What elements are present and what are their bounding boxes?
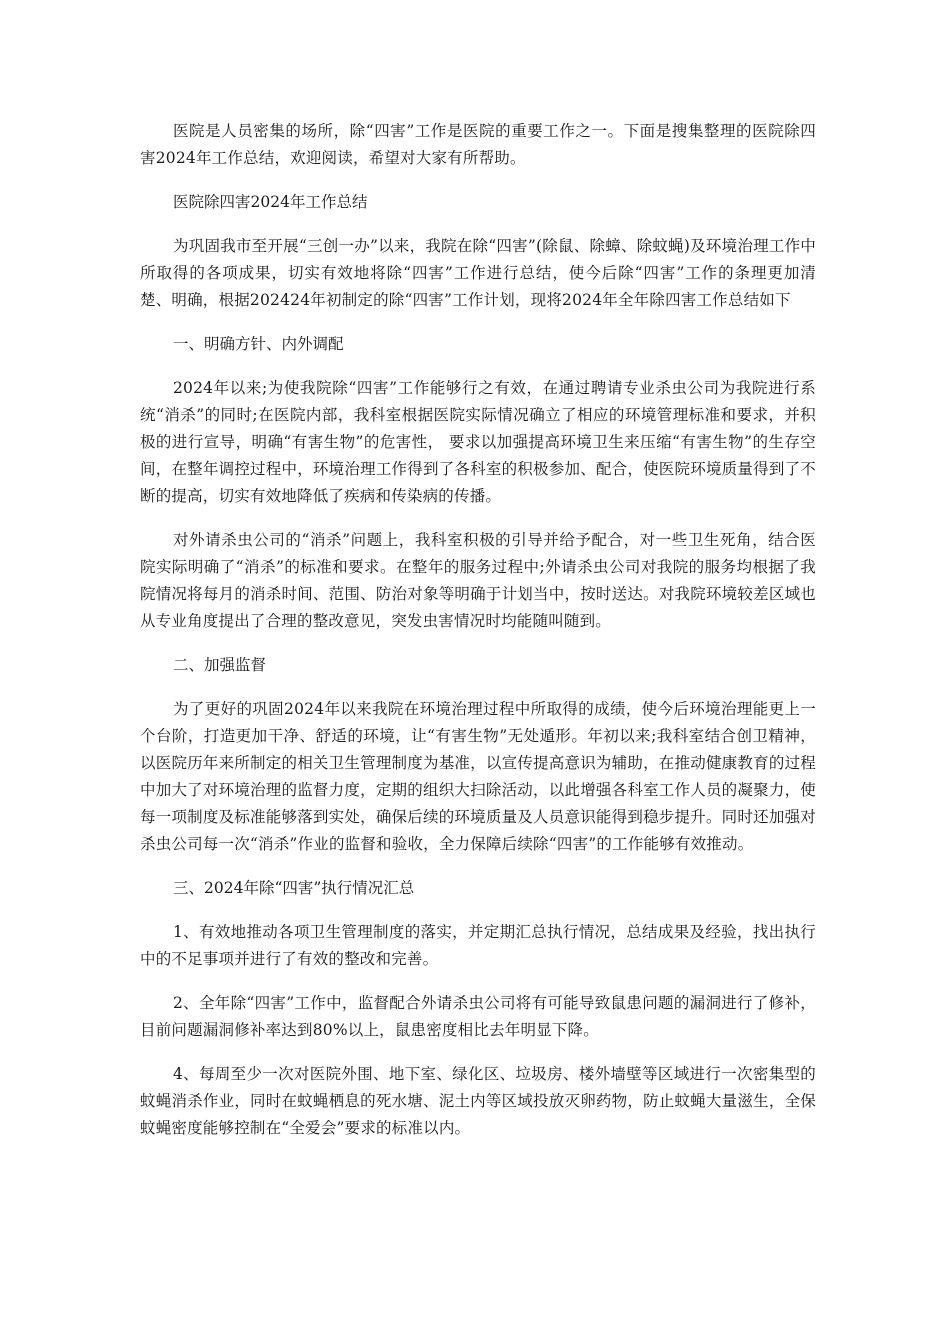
document-page	[140, 118, 816, 1159]
intro-paragraph: 医院是人员密集的场所，除“四害”工作是医院的重要工作之一。下面是搜集整理的医院除四害2024年工作总结，欢迎阅读，希望对大家有所帮助。	[140, 122, 816, 167]
section-1-paragraph-1: 2024年以来;为使我院除“四害”工作能够行之有效，在通过聘请专业杀虫公司为我院进行系统“消杀”的同时;在医院内部，我科室根据医院实际情况确立了相应的环境管理标准和要求，并积极的进行宣导，明确“有害生物”的危害性， 要求以加强提高环境卫生来压缩“有害生物”的生存空间，在整年调控过程中，环境治理工作得到了各科室的积极参加、配合，使医院环境质量得到了不断的提高，切实有效地降低了疾病和传染病的传播。	[140, 379, 816, 505]
section-1-paragraph-2: 对外请杀虫公司的“消杀”问题上，我科室积极的引导并给予配合，对一些卫生死角，结合医院实际明确了“消杀”的标准和要求。在整年的服务过程中;外请杀虫公司对我院的服务均根据了我院情况将每月的消杀时间、范围、防治对象等明确于计划当中，按时送达。对我院环境较差区域也从专业角度提出了合理的整改意见，突发虫害情况时均能随叫随到。	[140, 531, 816, 630]
section-1-heading: 一、明确方针、内外调配	[173, 335, 344, 353]
section-2-heading: 二、加强监督	[173, 656, 267, 674]
summary-item-1: 1、有效地推动各项卫生管理制度的落实，并定期汇总执行情况，总结成果及经验，找出执行中的不足事项并进行了有效的整改和完善。	[140, 923, 816, 968]
section-2-paragraph-1: 为了更好的巩固2024年以来我院在环境治理过程中所取得的成绩，使今后环境治理能更上一个台阶，打造更加干净、舒适的环境，让“有害生物”无处遁形。年初以来;我科室结合创卫精神，以医院历年来所制定的相关卫生管理制度为基准，以宣传提高意识为辅助，在推动健康教育的过程中加大了对环境治理的监督力度，定期的组织大扫除活动，以此增强各科室工作人员的凝聚力，使每一项制度及标准能够落到实处，确保后续的环境质量及人员意识能得到稳步提升。同时还加强对杀虫公司每一次“消杀”作业的监督和验收，全力保障后续除“四害”的工作能够有效推动。	[140, 700, 816, 853]
opening-paragraph: 为巩固我市至开展“三创一办”以来，我院在除“四害”(除鼠、除蟑、除蚊蝇)及环境治理工作中所取得的各项成果，切实有效地将除“四害”工作进行总结，使今后除“四害”工作的条理更加清楚、明确，根据202424年初制定的除“四害”工作计划，现将2024年全年除四害工作总结如下	[140, 237, 816, 309]
summary-item-4: 4、每周至少一次对医院外围、地下室、绿化区、垃圾房、楼外墙壁等区域进行一次密集型的蚊蝇消杀作业，同时在蚊蝇栖息的死水塘、泥土内等区域投放灭卵药物，防止蚊蝇大量滋生，全保蚊蝇密度能够控制在“全爱会”要求的标准以内。	[140, 1065, 816, 1137]
summary-item-2: 2、全年除“四害”工作中，监督配合外请杀虫公司将有可能导致鼠患问题的漏洞进行了修补，目前问题漏洞修补率达到80%以上，鼠患密度相比去年明显下降。	[140, 994, 816, 1039]
document-title: 医院除四害2024年工作总结	[173, 193, 368, 211]
section-3-heading: 三、2024年除“四害”执行情况汇总	[173, 879, 415, 897]
